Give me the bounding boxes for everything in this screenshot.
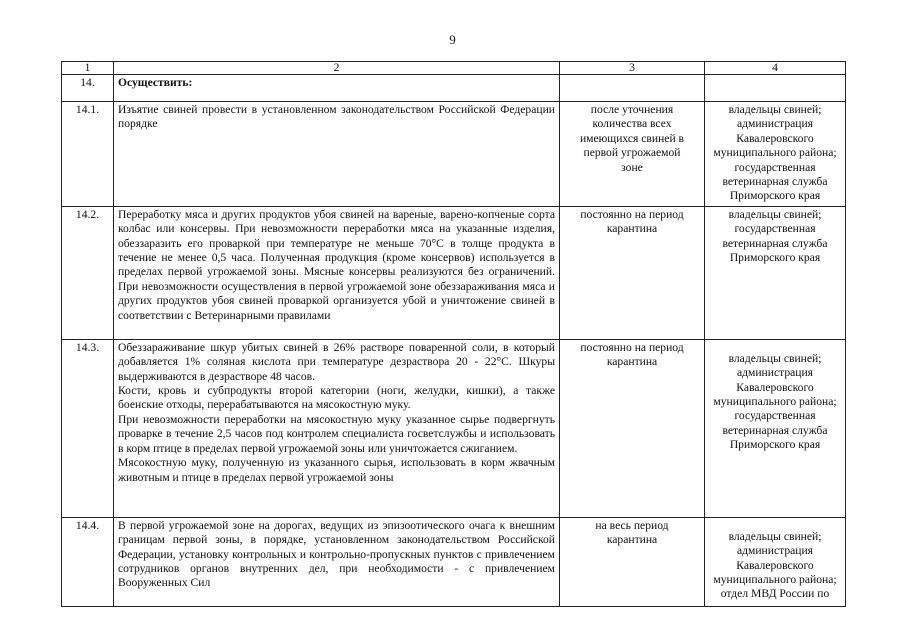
term-line: карантина [606, 533, 658, 547]
row-responsible [705, 206, 846, 339]
term-line: карантина [606, 355, 658, 369]
term-line: постоянно на период [580, 340, 684, 354]
responsible-line: муниципального района; [713, 146, 837, 160]
row-number: 14.2. [62, 206, 114, 339]
row-number: 14.1. [62, 102, 114, 207]
term-line: карантина [606, 222, 658, 236]
responsible-line: государственная [734, 409, 816, 423]
row-number: 14.3. [62, 339, 114, 517]
column-number-4: 4 [705, 62, 846, 75]
row-action [114, 517, 560, 606]
section-term-empty [560, 75, 705, 102]
responsible-line: ветеринарная служба [722, 423, 828, 437]
term-line: имеющихся свиней в [579, 131, 685, 145]
action-paragraph: Изъятие свиней провести в установленном законодательством Российской Федерации порядке [118, 103, 555, 131]
table-row [62, 339, 846, 517]
responsible-line: Приморского края [729, 251, 821, 265]
row-action [114, 206, 560, 339]
section-title: Осуществить: [114, 75, 560, 102]
row-action [114, 102, 560, 207]
responsible-line: Кавалеровского [736, 558, 814, 572]
action-paragraph: В первой угрожаемой зоне на дорогах, ведущих из эпизоотического очага к внешним границам первой зоны, в порядке, установленном законодательством Российской Федерации, установку контрольных и контрольно-пропускных пунктов с привлечением сотрудников органов внутренних дел, при необходимости - с привлечением Вооруженных Сил [118, 518, 555, 590]
responsible-line: администрация [736, 366, 814, 380]
action-paragraph: Кости, кровь и субпродукты второй категории (ноги, желудки, кишки), а также боенские отходы, перерабатываются на мясокостную муку. [118, 384, 555, 412]
table-row [62, 517, 846, 606]
responsible-line: отдел МВД России по [720, 587, 830, 601]
responsible-line: Кавалеровского [736, 380, 814, 394]
section-row [62, 75, 846, 102]
responsible-line: государственная [734, 160, 816, 174]
responsible-line: муниципального района; [713, 395, 837, 409]
section-responsible-empty [705, 75, 846, 102]
section-number: 14. [62, 75, 114, 102]
row-term [560, 517, 705, 606]
responsible-line: владельцы свиней; [728, 529, 822, 543]
row-responsible [705, 102, 846, 207]
row-number: 14.4. [62, 517, 114, 606]
responsible-line: администрация [736, 544, 814, 558]
column-number-2: 2 [114, 62, 560, 75]
term-line: первой угрожаемой [583, 146, 681, 160]
row-term [560, 102, 705, 207]
action-paragraph: При невозможности переработки на мясокостную муку указанное сырье подвергнуть проварке в течение 2,5 часов под контролем специалиста госветслужбы и использовать в корм птице в пределах первой угрожаемой зоны или уничтожается сжиганием. [118, 412, 555, 455]
responsible-line: Кавалеровского [736, 131, 814, 145]
action-paragraph: Обеззараживание шкур убитых свиней в 26% растворе поваренной соли, в который добавляется 1% соляная кислота при температуре дезраствора 20 - 22°С. Шкуры выдерживаются в дезрастворе 48 часов. [118, 340, 555, 383]
responsible-line: ветеринарная служба [722, 175, 828, 189]
term-line: после уточнения [590, 103, 674, 116]
column-number-1: 1 [62, 62, 114, 75]
term-line: на весь период [595, 518, 669, 532]
action-paragraph: Мясокостную муку, полученную из указанного сырья, использовать в корм жвачным животным и птице в пределах первой угрожаемой зоны [118, 456, 555, 484]
term-line: зоне [621, 160, 643, 174]
responsible-line: администрация [736, 117, 814, 131]
responsible-line: владельцы свиней; [728, 103, 822, 116]
row-responsible [705, 517, 846, 606]
term-line: постоянно на период [580, 207, 684, 221]
row-term [560, 339, 705, 517]
responsible-line: Приморского края [729, 438, 821, 452]
table-row [62, 102, 846, 207]
measures-table [61, 61, 846, 607]
term-line: количества всех [592, 117, 672, 131]
row-term [560, 206, 705, 339]
responsible-line: государственная [734, 222, 816, 236]
row-responsible [705, 339, 846, 517]
row-action [114, 339, 560, 517]
responsible-line: Приморского края [729, 189, 821, 203]
page-number: 9 [449, 32, 456, 47]
column-number-3: 3 [560, 62, 705, 75]
column-number-row [62, 62, 846, 75]
responsible-line: муниципального района; [713, 573, 837, 587]
responsible-line: владельцы свиней; [728, 207, 822, 221]
action-paragraph: Переработку мяса и других продуктов убоя свиней на вареные, варено-копченые сорта колбас или консервы. При невозможности переработки мяса на указанные изделия, обеззаразить его проваркой при температуре не меньше 70°С в толще продукта в течение не менее 0,5 часа. Полученная продукция (кроме консервов) используется в пределах первой угрожаемой зоны. Мясные консервы реализуются без ограничений. При невозможности осуществления в первой угрожаемой зоне обеззараживания мяса и других продуктов убоя свиней проваркой организуется убой и уничтожение свиней в соответствии с Ветеринарными правилами [118, 207, 555, 322]
table-row [62, 206, 846, 339]
responsible-line: владельцы свиней; [728, 351, 822, 365]
responsible-line: ветеринарная служба [722, 236, 828, 250]
